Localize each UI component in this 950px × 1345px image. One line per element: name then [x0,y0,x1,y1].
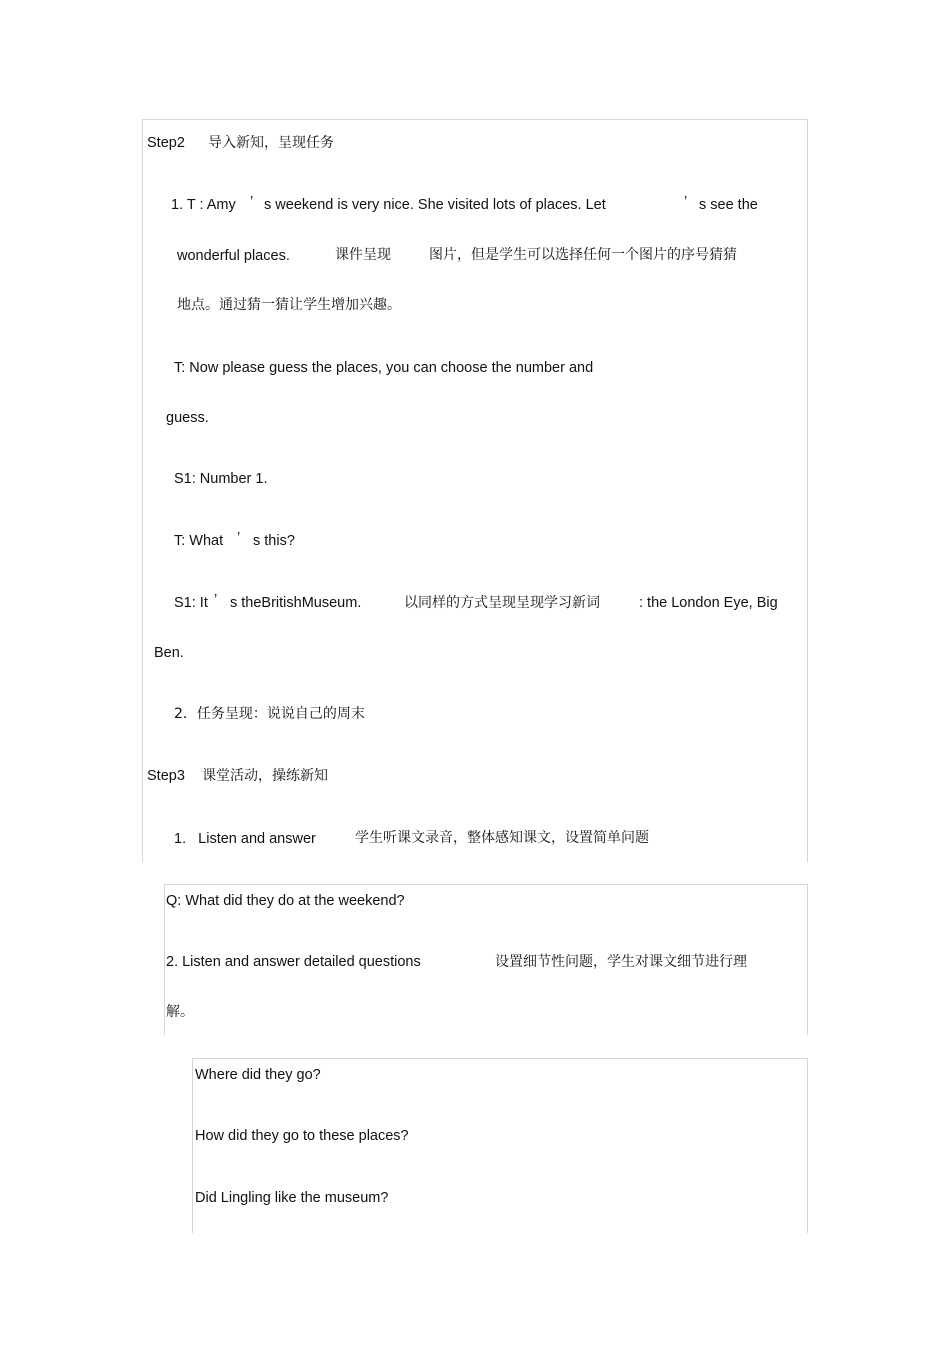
item1-text-a: 1. T : Amy [171,197,236,213]
student-number: S1: Number 1. [174,471,268,487]
teacher-what-b: s this? [253,533,295,549]
detail-question: Did Lingling like the museum? [195,1190,389,1206]
step3-item2-en: 2. Listen and answer detailed questions [166,954,421,970]
detail-question: How did they go to these places? [195,1128,409,1144]
item1-text-c: s see the [699,197,758,213]
student-it-cn: 以同样的方式呈现呈现学习新词 [404,595,600,611]
apostrophe: ’ [237,530,241,546]
content-frame-1 [142,119,808,862]
detail-question: Where did they go? [195,1067,321,1083]
item1-text-d: wonderful places. [177,248,290,264]
teacher-guess-line-2: guess. [166,410,209,426]
step2-heading: Step2 [147,135,185,151]
student-it-d: Ben. [154,645,184,661]
step2-heading-cn: 导入新知，呈现任务 [208,135,334,151]
apostrophe: ’ [684,194,688,210]
step3-heading: Step3 [147,768,185,784]
question-weekend: Q: What did they do at the weekend? [166,893,405,909]
item1-text-e: 课件呈现 [335,247,391,263]
item1-text-f: 图片，但是学生可以选择任何一个图片的序号猜猜 [429,247,737,263]
item2-task: 2．任务呈现：说说自己的周末 [174,706,365,722]
teacher-what-a: T: What [174,533,224,549]
apostrophe: ’ [214,592,218,608]
step3-item1-cn: 学生听课文录音，整体感知课文，设置简单问题 [355,830,649,846]
item1-text-b: s weekend is very nice. She visited lots of places. Let [264,197,606,213]
apostrophe: ’ [250,194,254,210]
student-it-a: S1: It [174,595,208,611]
student-it-c: : the London Eye, Big [639,595,778,611]
step3-item2-cn: 设置细节性问题，学生对课文细节进行理 [495,954,747,970]
student-it-b: s theBritishMuseum. [230,595,362,611]
step3-item2-cn2: 解。 [166,1004,194,1020]
step3-item1-en: 1. Listen and answer [174,831,316,847]
teacher-guess-line-1: T: Now please guess the places, you can choose the number and [174,360,594,376]
item1-text-g: 地点。通过猜一猜让学生增加兴趣。 [177,297,401,313]
step3-heading-cn: 课堂活动，操练新知 [202,768,328,784]
